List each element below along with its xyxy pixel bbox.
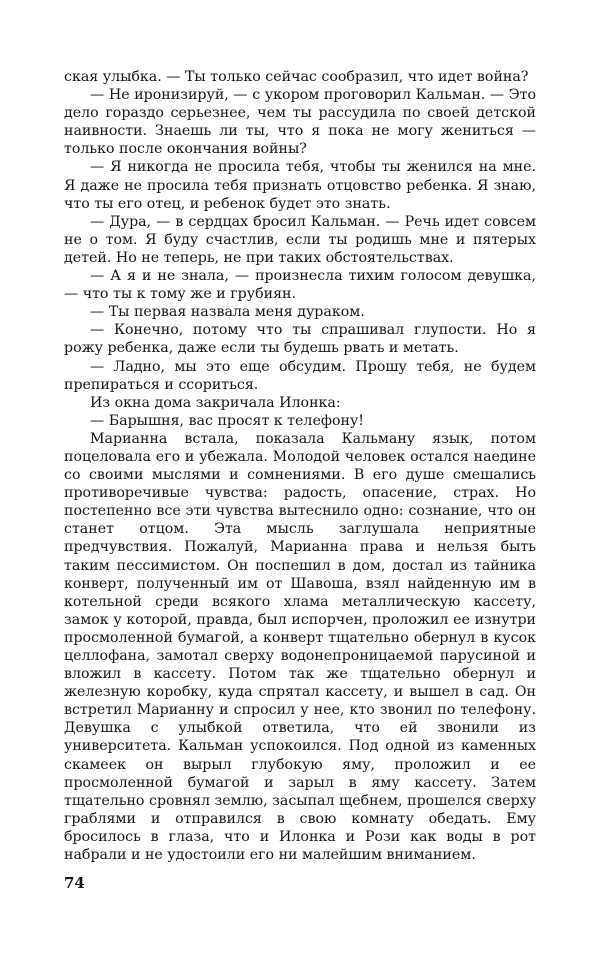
- paragraph: — Ладно, мы это еще обсудим. Прошу тебя, не будем препираться и ссориться.: [64, 358, 536, 393]
- paragraph: Марианна встала, показала Кальману язык, потом поцеловала его и убежала. Молодой человек остался наедине со своими мыслями и сомнениями. В его душе смешались противоречивые чувства: радость, опасение, страх. Но постепенно все эти чувства вытеснило одно: сознание, что он станет отцом. Эта мысль заглушала неприятные предчувствия. Пожалуй, Марианна права и нельзя быть таким пессимистом. Он поспешил в дом, достал из тайника конверт, полученный им от Шавоша, взял найденную им в котельной среди всякого хлама металлическую кассету, замок у которой, правда, был испорчен, проложил ее изнутри просмоленной бумагой, а конверт тщательно обернул в кусок целлофана, замотал сверху водонепроницаемой парусиной и вложил в кассету. Потом так же тщательно обернул и железную коробку, куда спрятал кассету, и вышел в сад. Он встретил Марианну и спросил у нее, кто звонил по телефону. Девушка с улыбкой ответила, что ей звонили из университета. Кальман успокоился. Под одной из каменных скамеек он вырыл глубокую яму, проложил и ее просмоленной бумагой и зарыл в яму кассету. Затем тщательно сровнял землю, засыпал щебнем, прошелся сверху граблями и отправился в свою комнату обедать. Ему бросилось в глаза, что и Илонка и Рози как воды в рот набрали и не удостоили его ни малейшим вниманием.: [64, 430, 536, 864]
- paragraph: — Конечно, потому что ты спрашивал глупости. Но я рожу ребенка, даже если ты будешь рвать и метать.: [64, 322, 536, 357]
- paragraph: — Дура, — в сердцах бросил Кальман. — Речь идет совсем не о том. Я буду счастлив, если ты родишь мне и пятерых детей. Но не теперь, не при таких обстоятельствах.: [64, 213, 536, 266]
- body-text: [64, 68, 536, 864]
- paragraph: — А я и не знала, — произнесла тихим голосом девушка, — что ты к тому же и грубиян.: [64, 268, 536, 303]
- paragraph: — Не иронизируй, — с укором проговорил Кальман. — Это дело гораздо серьезнее, чем ты рассудила по своей детской наивности. Знаешь ли ты, что я пока не могу жениться — только после окончания войны?: [64, 87, 536, 158]
- paragraph: — Я никогда не просила тебя, чтобы ты женился на мне. Я даже не просила тебя признать отцовство ребенка. Я знаю, что ты его отец, и ребенок будет это знать.: [64, 159, 536, 212]
- paragraph: — Барышня, вас просят к телефону!: [90, 412, 364, 429]
- paragraph: ская улыбка. — Ты только сейчас сообразил, что идет война?: [64, 69, 529, 85]
- paragraph: — Ты первая назвала меня дураком.: [90, 304, 365, 321]
- paragraph: Из окна дома закричала Илонка:: [90, 394, 341, 411]
- page-number: 74: [64, 874, 85, 892]
